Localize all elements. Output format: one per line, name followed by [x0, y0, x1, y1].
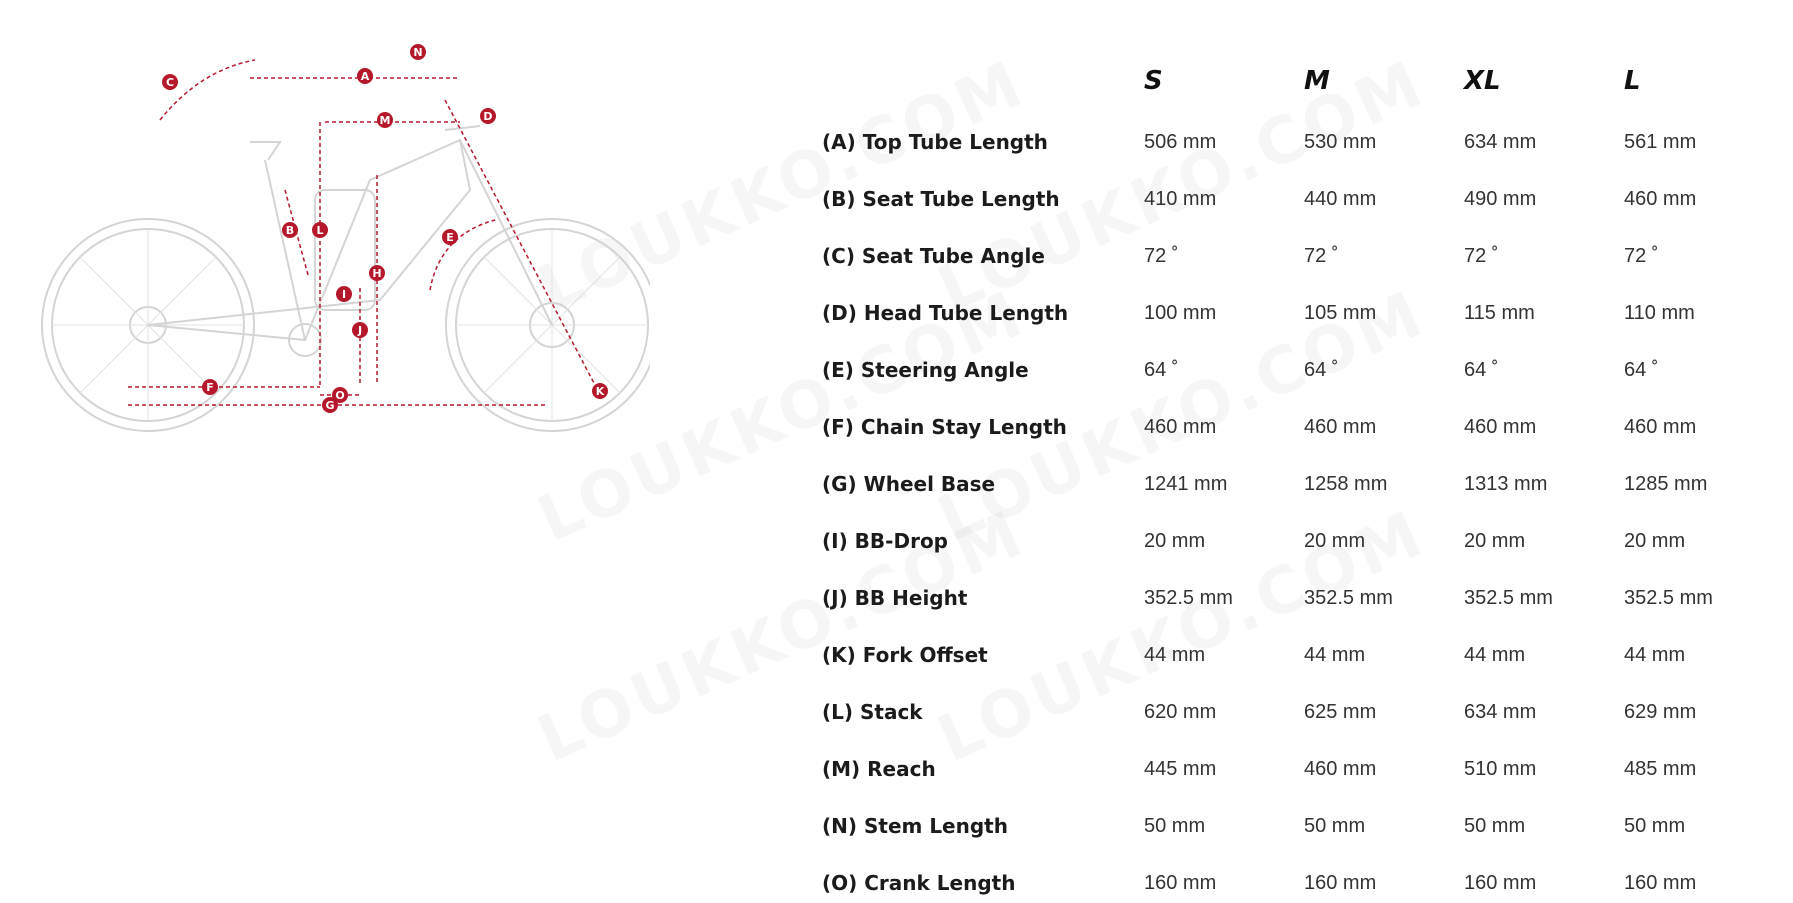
- row-label: (L) Stack: [822, 700, 923, 724]
- row-label: (F) Chain Stay Length: [822, 415, 1067, 439]
- table-row: [822, 464, 1762, 504]
- row-label: (B) Seat Tube Length: [822, 187, 1060, 211]
- cell-l: 72 ˚: [1624, 245, 1659, 267]
- svg-text:N: N: [413, 46, 423, 59]
- marker-o: [332, 387, 348, 403]
- cell-s: 460 mm: [1144, 416, 1217, 438]
- cell-s: 620 mm: [1144, 701, 1217, 723]
- table-row: [822, 407, 1762, 447]
- cell-xl: 352.5 mm: [1464, 587, 1553, 609]
- cell-m: 625 mm: [1304, 701, 1377, 723]
- cell-l: 50 mm: [1624, 815, 1686, 837]
- cell-s: 410 mm: [1144, 188, 1217, 210]
- cell-xl: 1313 mm: [1464, 473, 1548, 495]
- cell-s: 1241 mm: [1144, 473, 1228, 495]
- table-row: [822, 293, 1762, 333]
- cell-s: 50 mm: [1144, 815, 1206, 837]
- row-label: (K) Fork Offset: [822, 643, 988, 667]
- svg-text:C: C: [165, 76, 175, 89]
- table-row: [822, 122, 1762, 162]
- marker-c: [162, 74, 178, 90]
- size-header-m: M: [1304, 66, 1330, 96]
- cell-m: 72 ˚: [1304, 245, 1339, 267]
- row-label: (E) Steering Angle: [822, 358, 1029, 382]
- marker-b: [282, 222, 298, 238]
- cell-l: 64 ˚: [1624, 359, 1659, 381]
- cell-xl: 20 mm: [1464, 530, 1526, 552]
- cell-l: 460 mm: [1624, 416, 1697, 438]
- cell-l: 352.5 mm: [1624, 587, 1713, 609]
- marker-f: [202, 379, 218, 395]
- cell-xl: 64 ˚: [1464, 359, 1499, 381]
- cell-xl: 490 mm: [1464, 188, 1537, 210]
- cell-m: 460 mm: [1304, 416, 1377, 438]
- row-label: (A) Top Tube Length: [822, 130, 1048, 154]
- cell-l: 485 mm: [1624, 758, 1697, 780]
- marker-j: [352, 322, 368, 338]
- cell-l: 160 mm: [1624, 872, 1697, 894]
- svg-text:L: L: [316, 224, 324, 237]
- cell-xl: 634 mm: [1464, 131, 1537, 153]
- svg-text:E: E: [446, 231, 454, 244]
- svg-text:A: A: [360, 70, 370, 83]
- svg-text:F: F: [206, 381, 214, 394]
- svg-text:B: B: [285, 224, 295, 237]
- table-row: [822, 806, 1762, 846]
- svg-text:H: H: [372, 267, 382, 280]
- cell-l: 110 mm: [1624, 302, 1695, 324]
- svg-text:O: O: [335, 389, 345, 402]
- svg-text:K: K: [595, 385, 605, 398]
- table-row: [822, 350, 1762, 390]
- table-row: [822, 635, 1762, 675]
- marker-i: [336, 286, 352, 302]
- cell-s: 100 mm: [1144, 302, 1217, 324]
- bike-illustration: [40, 40, 650, 470]
- cell-m: 1258 mm: [1304, 473, 1388, 495]
- marker-m: [377, 112, 393, 128]
- size-header-l: L: [1624, 66, 1641, 96]
- cell-m: 530 mm: [1304, 131, 1377, 153]
- cell-xl: 160 mm: [1464, 872, 1537, 894]
- cell-m: 105 mm: [1304, 302, 1377, 324]
- table-row: [822, 863, 1762, 903]
- bike-geometry-diagram: [40, 40, 650, 470]
- cell-xl: 44 mm: [1464, 644, 1526, 666]
- svg-text:G: G: [325, 399, 335, 412]
- cell-s: 44 mm: [1144, 644, 1206, 666]
- cell-l: 561 mm: [1624, 131, 1697, 153]
- cell-xl: 50 mm: [1464, 815, 1526, 837]
- cell-l: 20 mm: [1624, 530, 1686, 552]
- cell-xl: 72 ˚: [1464, 245, 1499, 267]
- marker-e: [442, 229, 458, 245]
- cell-s: 506 mm: [1144, 131, 1217, 153]
- svg-text:D: D: [483, 110, 493, 123]
- marker-h: [369, 265, 385, 281]
- marker-k: [592, 383, 608, 399]
- row-label: (G) Wheel Base: [822, 472, 996, 496]
- cell-l: 460 mm: [1624, 188, 1697, 210]
- cell-m: 352.5 mm: [1304, 587, 1393, 609]
- cell-l: 1285 mm: [1624, 473, 1708, 495]
- size-header-s: S: [1144, 66, 1163, 96]
- row-label: (D) Head Tube Length: [822, 301, 1069, 325]
- row-label: (J) BB Height: [822, 586, 968, 610]
- row-label: (C) Seat Tube Angle: [822, 244, 1045, 268]
- table-row: [822, 179, 1762, 219]
- cell-m: 440 mm: [1304, 188, 1377, 210]
- cell-xl: 510 mm: [1464, 758, 1537, 780]
- row-label: (I) BB-Drop: [822, 529, 948, 553]
- cell-s: 72 ˚: [1144, 245, 1179, 267]
- cell-l: 629 mm: [1624, 701, 1697, 723]
- table-row: [822, 236, 1762, 276]
- table-row: [822, 692, 1762, 732]
- main-frame: [148, 140, 470, 340]
- cell-m: 460 mm: [1304, 758, 1377, 780]
- cell-s: 160 mm: [1144, 872, 1217, 894]
- cell-xl: 634 mm: [1464, 701, 1537, 723]
- table-row: [822, 749, 1762, 789]
- table-row: [822, 521, 1762, 561]
- marker-d: [480, 108, 496, 124]
- cell-m: 20 mm: [1304, 530, 1366, 552]
- cell-s: 352.5 mm: [1144, 587, 1233, 609]
- svg-text:M: M: [379, 114, 391, 127]
- row-label: (M) Reach: [822, 757, 936, 781]
- cell-m: 64 ˚: [1304, 359, 1339, 381]
- cell-xl: 115 mm: [1464, 302, 1535, 324]
- cell-m: 50 mm: [1304, 815, 1366, 837]
- cell-xl: 460 mm: [1464, 416, 1537, 438]
- cell-l: 44 mm: [1624, 644, 1686, 666]
- row-label: (N) Stem Length: [822, 814, 1008, 838]
- cell-s: 20 mm: [1144, 530, 1206, 552]
- cell-s: 445 mm: [1144, 758, 1217, 780]
- cell-m: 160 mm: [1304, 872, 1377, 894]
- marker-l: [312, 222, 328, 238]
- marker-n: [410, 44, 426, 60]
- cell-m: 44 mm: [1304, 644, 1366, 666]
- size-header-xl: XL: [1464, 66, 1501, 96]
- svg-text:I: I: [341, 288, 347, 301]
- table-row: [822, 578, 1762, 618]
- svg-text:J: J: [357, 324, 363, 337]
- marker-a: [357, 68, 373, 84]
- row-label: (O) Crank Length: [822, 871, 1016, 895]
- cell-s: 64 ˚: [1144, 359, 1179, 381]
